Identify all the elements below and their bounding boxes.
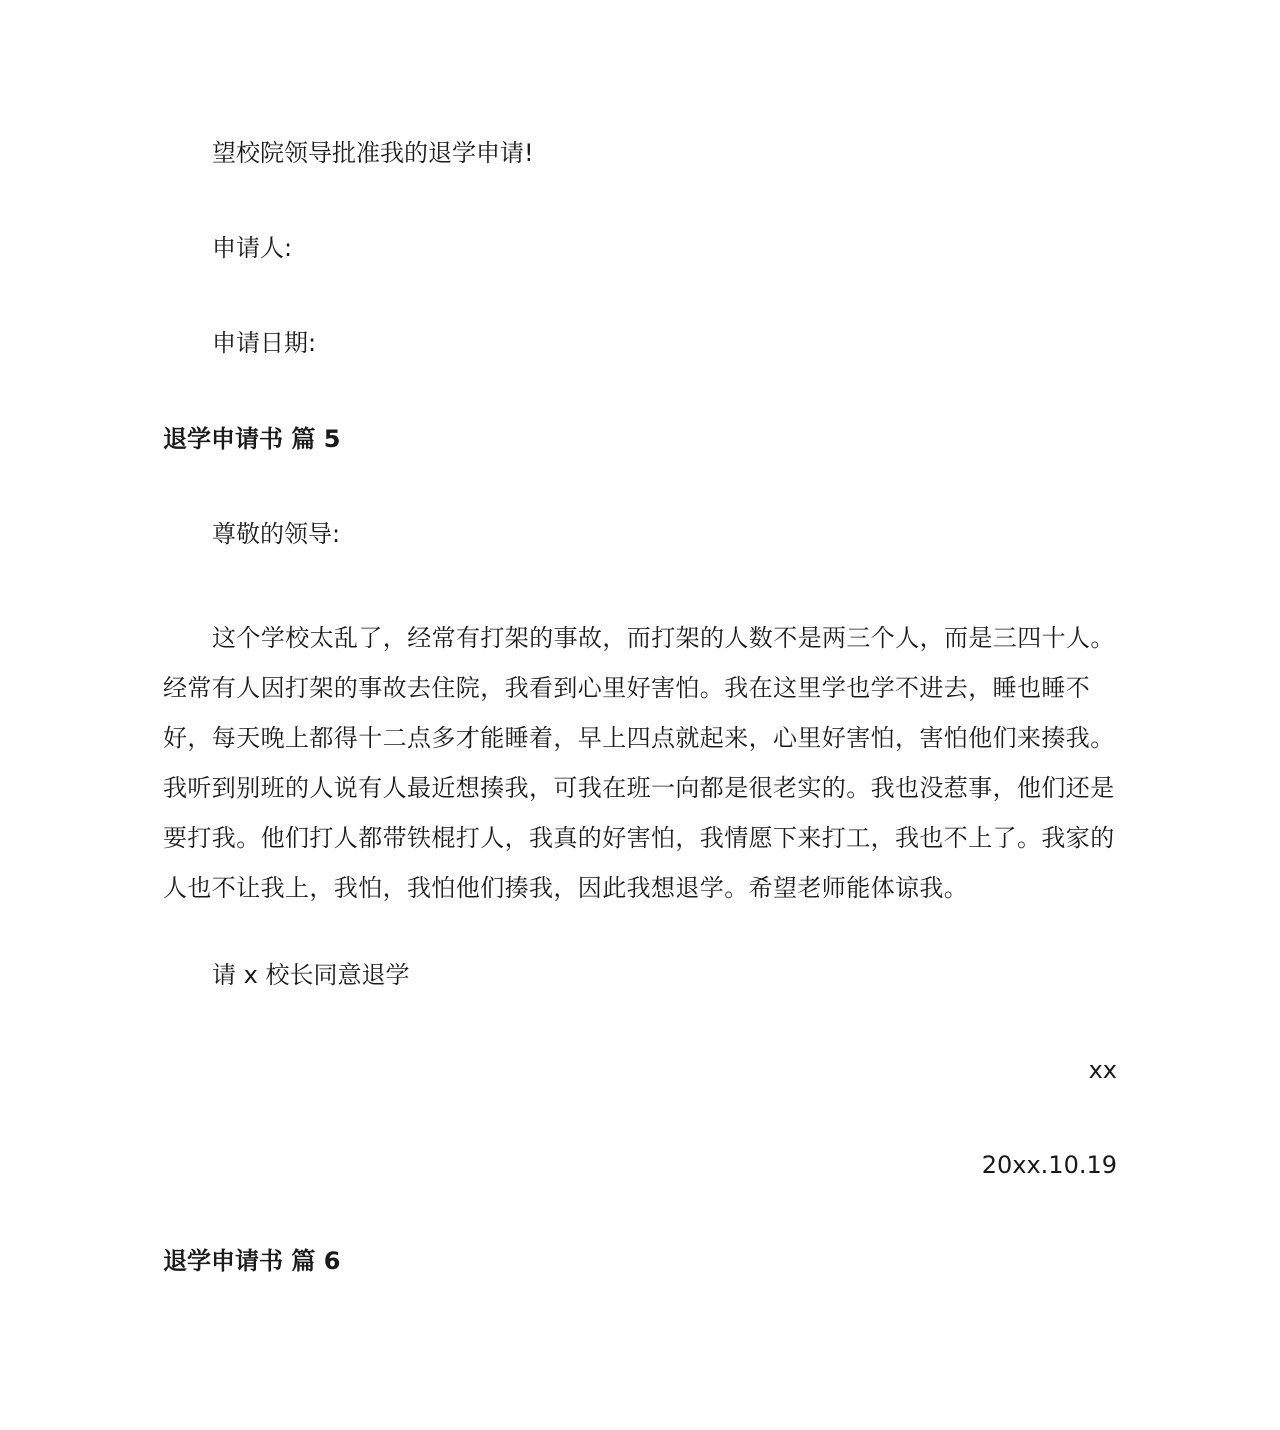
signature-date: 20xx.10.19 <box>981 1151 1117 1179</box>
body-line: 人也不让我上，我怕，我怕他们揍我，因此我想退学。希望老师能体谅我。 <box>163 874 969 902</box>
application-date-label: 申请日期: <box>212 329 317 357</box>
body-line: 这个学校太乱了，经常有打架的事故，而打架的人数不是两三个人，而是三四十人。 <box>212 624 1115 652</box>
applicant-label: 申请人: <box>212 234 293 262</box>
body-line: 好，每天晚上都得十二点多才能睡着，早上四点就起来，心里好害怕，害怕他们来揍我。 <box>163 724 1115 752</box>
principal-request-text: 请 x 校长同意退学 <box>212 961 410 989</box>
salutation-text: 尊敬的领导: <box>212 520 341 548</box>
section-5-body-paragraph <box>163 613 1118 913</box>
signature-text: xx <box>1088 1056 1117 1084</box>
section-6-heading: 退学申请书 篇 6 <box>163 1247 341 1275</box>
section-5-heading: 退学申请书 篇 5 <box>163 425 341 453</box>
body-line: 经常有人因打架的事故去住院，我看到心里好害怕。我在这里学也学不进去，睡也睡不 <box>163 674 1091 702</box>
closing-request-text: 望校院领导批准我的退学申请! <box>212 139 534 167</box>
body-line: 我听到别班的人说有人最近想揍我，可我在班一向都是很老实的。我也没惹事，他们还是 <box>163 774 1115 802</box>
body-line: 要打我。他们打人都带铁棍打人，我真的好害怕，我情愿下来打工，我也不上了。我家的 <box>163 824 1115 852</box>
